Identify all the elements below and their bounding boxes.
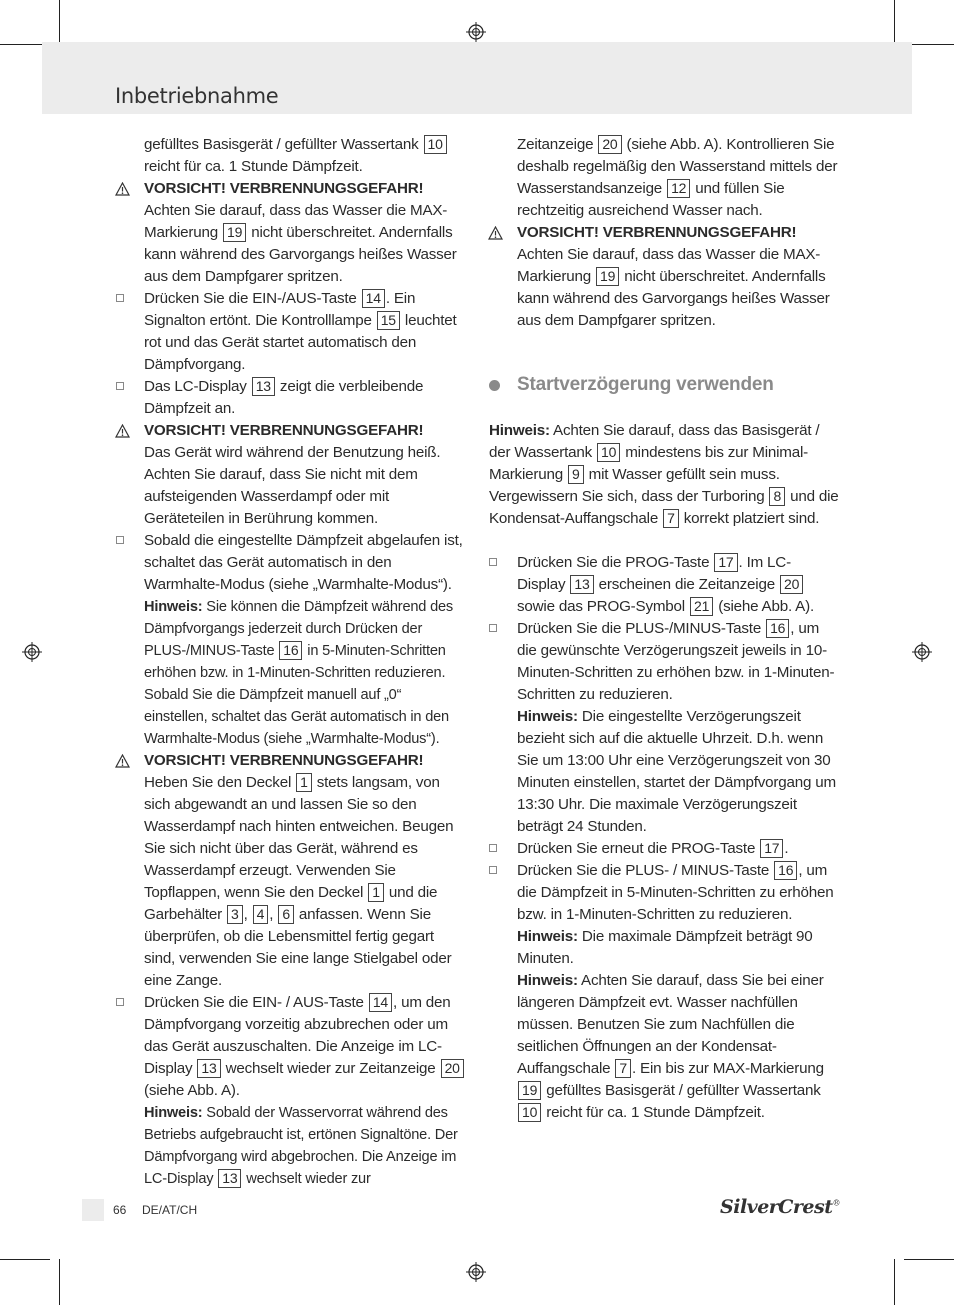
warning-block bbox=[144, 420, 466, 530]
list-item: Sobald die eingestellte Dämpfzeit abgelaufen ist, schaltet das Gerät automatisch in den Warmhalte-Modus (siehe „Warmhalte-Modus“). Hinweis: Sie können die Dämpfzeit während des Dämpfvorgangs jederzeit durch Drücken der PLUS-/MINUS-Taste 16 in 5-Minuten-Schritten erhöhen bzw. in 1-Minuten-Schritten reduzieren. Sobald Sie die Dämpfzeit manuell auf „0“ einstellen, schaltet das Gerät automatisch in den Warmhalte-Modus (siehe „Warmhalte-Modus“). bbox=[144, 530, 466, 750]
brand-logo: SilverCrest® bbox=[720, 1196, 840, 1218]
warning-block bbox=[144, 750, 466, 992]
warning-triangle-icon bbox=[488, 226, 503, 240]
checkbox-bullet-icon bbox=[116, 294, 124, 302]
list-item: Das LC-Display 13 zeigt die verbleibende Dämpfzeit an. bbox=[144, 376, 466, 420]
hint-label: Hinweis: bbox=[517, 708, 578, 725]
section-heading: Startverzögerung verwenden bbox=[517, 372, 839, 398]
checkbox-bullet-icon bbox=[116, 382, 124, 390]
list-item: Drücken Sie die EIN-/AUS-Taste 14 . Ein Signalton ertönt. Die Kontrolllampe 15 leuchtet rot und das Gerät startet automatisch den Dämpfvorgang. bbox=[144, 288, 466, 376]
warning-title: VORSICHT! VERBRENNUNGSGEFAHR! bbox=[517, 224, 797, 241]
list-item: Drücken Sie die PLUS-/MINUS-Taste 16 , um die gewünschte Verzögerungszeit jeweils in 10-Minuten-Schritten zu erhöhen bzw. in 1-Minuten-Schritten zu reduzieren. Hinweis: Die eingestellte Verzögerungszeit bezieht sich auf die aktuelle Uhrzeit. D.h. wenn Sie um 13:00 Uhr eine Verzögerungszeit von 30 Minuten einstellen, startet der Dämpfvorgang um 13:30 Uhr. Die maximale Verzögerungszeit beträgt 24 Stunden. bbox=[517, 618, 839, 838]
warning-title: VORSICHT! VERBRENNUNGSGEFAHR! bbox=[144, 180, 424, 197]
crop-mark bbox=[59, 1259, 60, 1305]
hint-label: Hinweis: bbox=[144, 599, 203, 615]
warning-block bbox=[144, 178, 466, 288]
list-item: Drücken Sie die PROG-Taste 17 . Im LC-Display 13 erscheinen die Zeitanzeige 20 sowie das PROG-Symbol 21 (siehe Abb. A). bbox=[517, 552, 839, 618]
registration-mark-icon bbox=[22, 642, 42, 662]
hint-label: Hinweis: bbox=[517, 972, 578, 989]
checkbox-bullet-icon bbox=[489, 844, 497, 852]
checkbox-bullet-icon bbox=[489, 558, 497, 566]
intro-paragraph: Hinweis: Achten Sie darauf, dass das Basisgerät / der Wassertank 10 mindestens bis zur Minimal-Markierung 9 mit Wasser gefüllt sein muss. Vergewissern Sie sich, dass der Turboring 8 und die Kondensat-Auffangschale 7 korrekt platziert sind. bbox=[489, 422, 839, 527]
page-number: 66 bbox=[113, 1203, 127, 1217]
crop-mark bbox=[59, 0, 60, 46]
warning-triangle-icon bbox=[115, 424, 130, 438]
hint-label: Hinweis: bbox=[144, 1105, 203, 1121]
warning-text: Das Gerät wird während der Benutzung heiß. Achten Sie darauf, dass Sie nicht mit dem aufsteigenden Wasserdampf oder mit Geräteteilen in Berührung kommen. bbox=[144, 444, 441, 527]
hint-label: Hinweis: bbox=[489, 422, 550, 439]
warning-triangle-icon bbox=[115, 754, 130, 768]
left-column bbox=[144, 134, 466, 1190]
page-title: Inbetriebnahme bbox=[115, 84, 279, 108]
warning-title: VORSICHT! VERBRENNUNGSGEFAHR! bbox=[144, 422, 424, 439]
paragraph: Zeitanzeige 20 (siehe Abb. A). Kontrollieren Sie deshalb regelmäßig den Wasserstand mittels der Wasserstandsanzeige 12 und füllen Sie rechtzeitig ausreichend Wasser nach. bbox=[517, 136, 838, 219]
checkbox-bullet-icon bbox=[116, 536, 124, 544]
registration-mark-icon bbox=[466, 22, 486, 42]
warning-title: VORSICHT! VERBRENNUNGSGEFAHR! bbox=[144, 752, 424, 769]
paragraph: gefülltes Basisgerät / gefüllter Wassertank 10 reicht für ca. 1 Stunde Dämpfzeit. bbox=[144, 134, 466, 178]
warning-text: Achten Sie darauf, dass das Wasser die MAX-Markierung 19 nicht überschreitet. Andernfalls kann während des Garvorgangs heißes Wasser aus dem Dampfgarer spritzen. bbox=[144, 202, 457, 285]
registration-mark-icon bbox=[466, 1262, 486, 1282]
warning-text: Achten Sie darauf, dass das Wasser die MAX-Markierung 19 nicht überschreitet. Andernfalls kann während des Garvorgangs heißes Wasser aus dem Dampfgarer spritzen. bbox=[517, 246, 830, 329]
right-column bbox=[517, 134, 839, 416]
list-item: Drücken Sie die PLUS- / MINUS-Taste 16 , um die Dämpfzeit in 5-Minuten-Schritten zu erhöhen bzw. in 1-Minuten-Schritten zu reduzieren. Hinweis: Die maximale Dämpfzeit beträgt 90 Minuten. Hinweis: Achten Sie darauf, dass Sie bei einer längeren Dämpfzeit evt. Wasser nachfüllen müssen. Benutzen Sie zum Nachfüllen die seitlichen Öffnungen an der Kondensat-Auffangschale 7 . Ein bis zur MAX-Markierung 19 gefülltes Basisgerät / gefüllter Wassertank 10 reicht für ca. 1 Stunde Dämpfzeit. bbox=[517, 860, 839, 1124]
list-item: Drücken Sie die EIN- / AUS-Taste 14 , um den Dämpfvorgang vorzeitig abzubrechen oder um das Gerät auszuschalten. Die Anzeige im LC-Display 13 wechselt wieder zur Zeitanzeige 20 (siehe Abb. A). Hinweis: Sobald der Wasservorrat während des Betriebs aufgebraucht ist, ertönen Signaltöne. Der Dämpfvorgang wird abgebrochen. Die Anzeige im LC-Display 13 wechselt wieder zur bbox=[144, 992, 466, 1190]
warning-text: Heben Sie den Deckel 1 stets langsam, von sich abgewandt an und lassen Sie so den Wasserdampf nach hinten entweichen. Beugen Sie sich nicht über das Gerät, während es Wasserdampf erzeugt. Verwenden Sie Topflappen, wenn Sie den Deckel 1 und die Garbehälter 3 , 4 , 6 anfassen. Wenn Sie überprüfen, ob die Lebensmittel fertig gegart sind, verwenden Sie eine lange Stielgabel oder eine Zange. bbox=[144, 774, 454, 989]
footer-tab bbox=[82, 1199, 104, 1221]
crop-mark bbox=[0, 1259, 50, 1260]
hint-label: Hinweis: bbox=[517, 928, 578, 945]
crop-mark bbox=[894, 1259, 895, 1305]
checkbox-bullet-icon bbox=[116, 998, 124, 1006]
checkbox-bullet-icon bbox=[489, 624, 497, 632]
crop-mark bbox=[894, 0, 895, 46]
locale-label: DE/AT/CH bbox=[142, 1203, 198, 1217]
warning-triangle-icon bbox=[115, 182, 130, 196]
bullet-dot-icon bbox=[489, 380, 500, 391]
checkbox-bullet-icon bbox=[489, 866, 497, 874]
warning-block bbox=[517, 222, 839, 332]
crop-mark bbox=[904, 1259, 954, 1260]
instruction-list bbox=[517, 552, 839, 1124]
registration-mark-icon bbox=[912, 642, 932, 662]
list-item: Drücken Sie erneut die PROG-Taste 17 . bbox=[517, 838, 839, 860]
